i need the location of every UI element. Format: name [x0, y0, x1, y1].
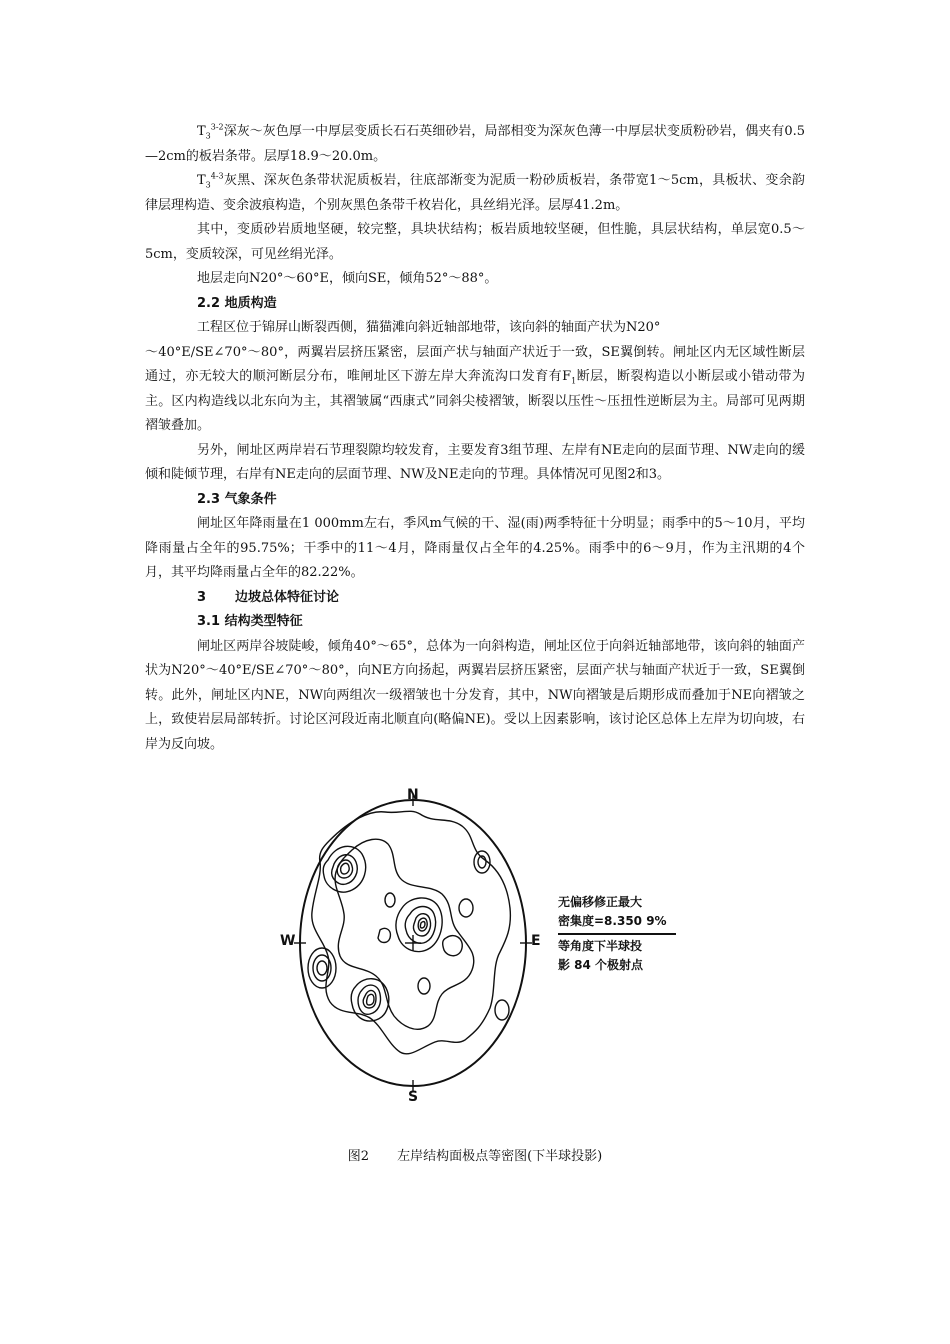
stratum-symbol: $T_3^{4-3}$ — [197, 171, 224, 190]
section-heading-3: 3 边坡总体特征讨论 — [197, 589, 340, 605]
stratum-symbol: $T_3^{3-2}$ — [197, 122, 224, 141]
paragraph-t3-3-2: $T_3^{3-2}$深灰～灰色厚一中厚层变质长石石英细砂岩，局部相变为深灰色薄一中厚层状变质粉砂岩，偶夹有0.5—2cm的板岩条带。层厚18.9～20.0m。 — [145, 122, 805, 164]
figure-caption-text: 左岸结构面极点等密图(下半球投影) — [397, 1149, 603, 1164]
figure-legend — [558, 893, 678, 975]
legend-divider — [558, 933, 676, 935]
paragraph-geologic-structure-line1: 工程区位于锦屏山断裂西侧，猫猫滩向斜近轴部地带，该向斜的轴面产状为N20° — [197, 320, 661, 335]
direction-label-north: N — [407, 787, 419, 803]
section-heading-3-1: 3.1 结构类型特征 — [197, 614, 303, 629]
figure-number: 图2 — [347, 1149, 370, 1164]
direction-label-south: S — [408, 1089, 419, 1105]
direction-label-east: E — [531, 933, 541, 949]
section-heading-2-2: 2.2 地质构造 — [197, 295, 277, 311]
legend-line-1: 无偏移修正最大 — [558, 895, 643, 909]
figure-caption — [0, 1145, 950, 1164]
contour-second — [335, 839, 474, 1029]
contour-nw-cluster — [323, 846, 365, 892]
paragraph-climate: 闸址区年降雨量在1 000mm左右，季风m气候的干、湿(雨)两季特征十分明显；雨季中的5～10月，平均降雨量占全年的95.75%；干季中的11～4月，降雨量仅占全年的4.25%。雨季中的6～9月，作为主汛期的4个月，其平均降雨量占全年的82.22%。 — [145, 516, 805, 580]
paragraph-rock-properties: 其中，变质砂岩质地坚硬，较完整，具块状结构；板岩质地较坚硬，但性脆，具层状结构，单层宽0.5～5cm，变质较深，可见丝绢光泽。 — [145, 222, 805, 262]
paragraph-strata-attitude: 地层走向N20°～60°E，倾向SE，倾角52°～88°。 — [197, 271, 498, 286]
contour-west-cluster — [308, 948, 336, 988]
legend-line-3: 等角度下半球投 — [558, 939, 643, 953]
paragraph-t3-4-3: $T_3^{4-3}$灰黑、深灰色条带状泥质板岩，往底部渐变为泥质一粉砂质板岩，条带宽1～5cm，具板状、变余韵律层理构造、变余波痕构造，个别灰黑色条带千枚岩化，具丝绢光泽。层厚41.2m。 — [145, 171, 805, 213]
article-body — [145, 120, 805, 757]
paragraph-geologic-structure: ～40°E/SE∠70°～80°，两翼岩层挤压紧密，层面产状与轴面产状近于一致，SE翼倒转。闸址区内无区域性断层通过，亦无较大的顺河断层分布，唯闸址区下游左岸大奔流沟口发育有$F_1$断层，断裂构造以小断层或小错动带为主。区内构造线以北东向为主，其褶皱属“西康式”同斜尖棱褶皱，断裂以压性～压扭性逆断层为主。局部可见两期褶皱叠加。 — [145, 344, 805, 433]
paragraph-structure-type: 闸址区两岸谷坡陡峻，倾角40°～65°，总体为一向斜构造，闸址区位于向斜近轴部地带，该向斜的轴面产状为N20°～40°E/SE∠70°～80°，向NE方向扬起，两翼岩层挤压紧密，层面产状与轴面产状近于一致，SE翼倒转。此外，闸址区内NE，NW向两组次一级褶皱也十分发育，其中，NW向褶皱是后期形成而叠加于NE向褶皱之上，致使岩层局部转折。讨论区河段近南北顺直向(略偏NE)。受以上因素影响，该讨论区总体上左岸为切向坡，右岸为反向坡。 — [145, 638, 805, 752]
paragraph-joints: 另外，闸址区两岸岩石节理裂隙均较发育，主要发育3组节理、左岸有NE走向的层面节理、NW走向的缓倾和陡倾节理，右岸有NE走向的层面节理、NW及NE走向的节理。具体情况可见图2和3。 — [145, 442, 805, 482]
legend-line-2: 密集度=8.350 9% — [558, 914, 667, 928]
section-heading-2-3: 2.3 气象条件 — [197, 491, 277, 507]
legend-line-4: 影 84 个极射点 — [558, 958, 644, 972]
direction-label-west: W — [280, 933, 296, 949]
